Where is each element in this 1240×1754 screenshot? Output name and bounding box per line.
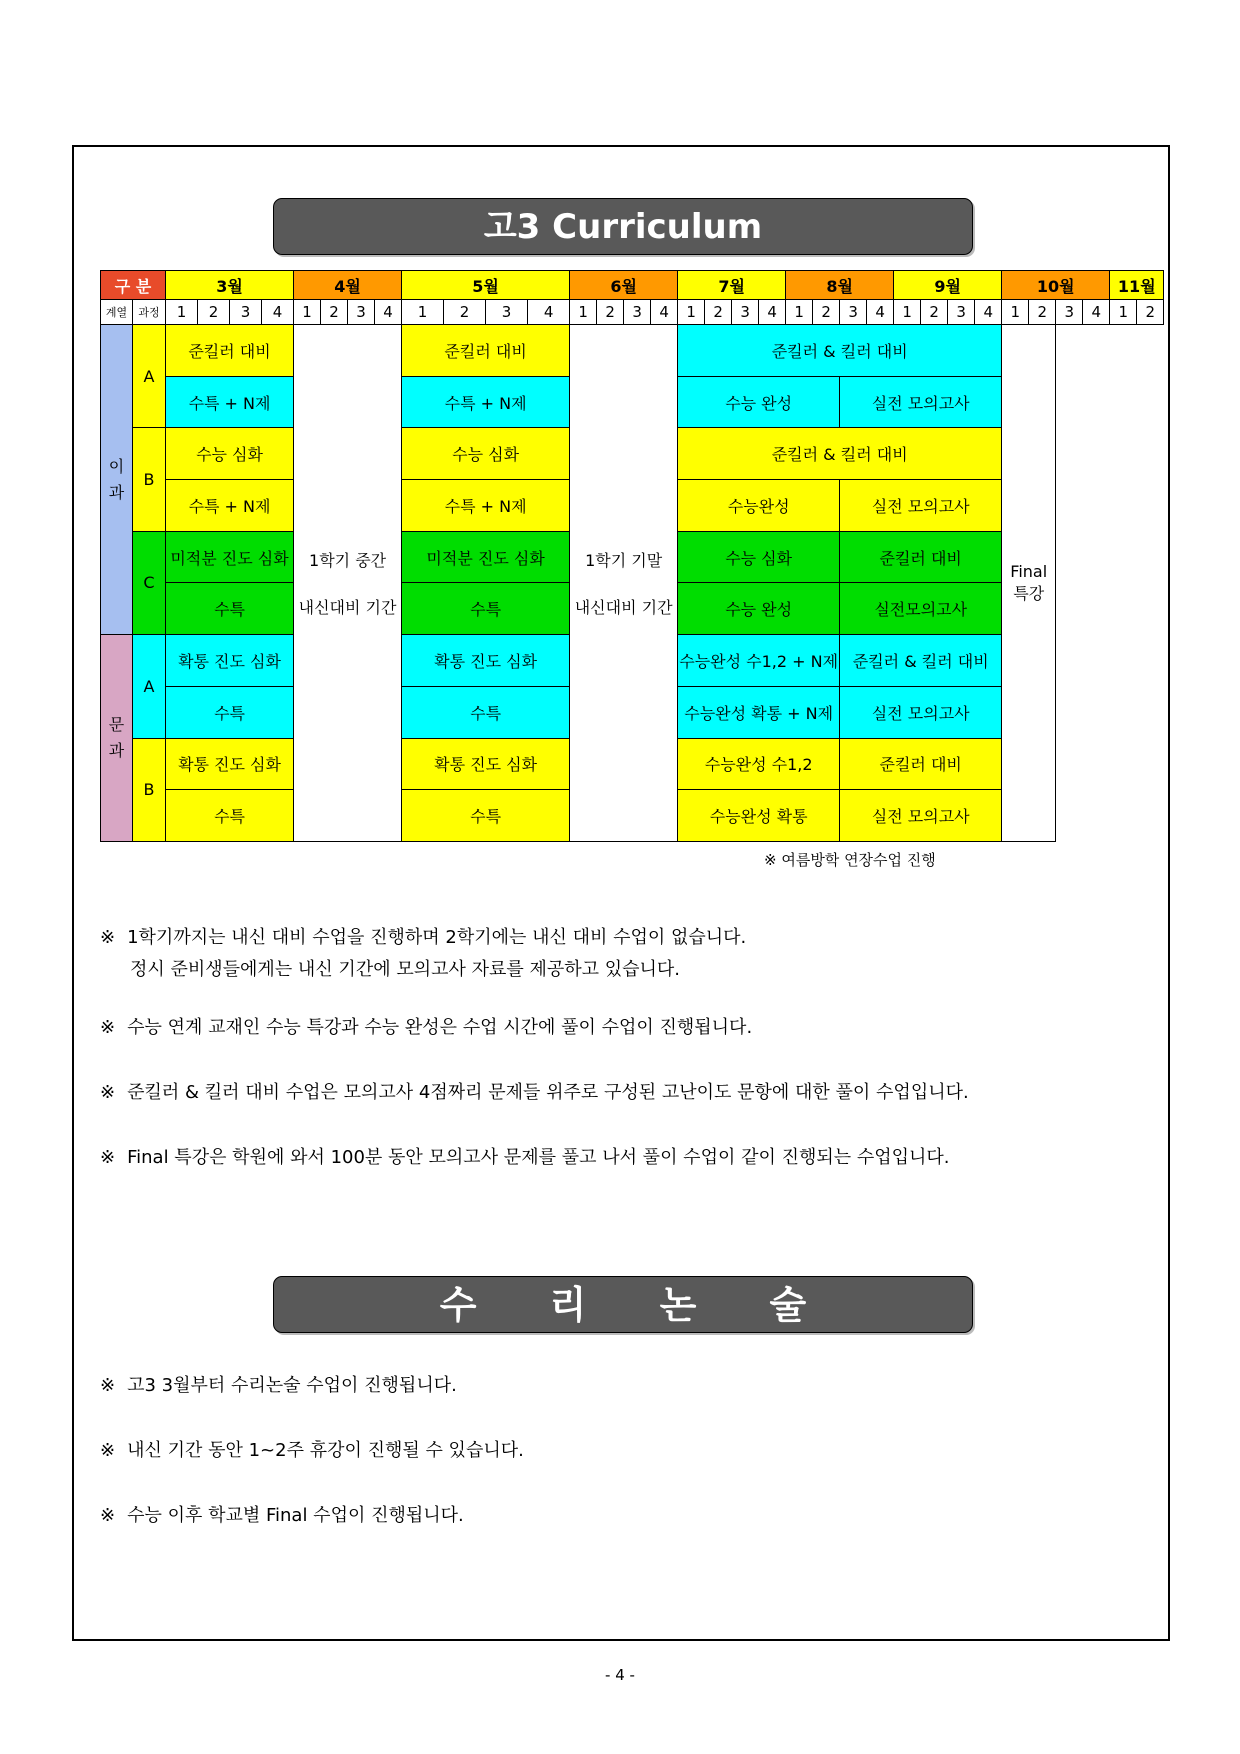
schedule-cell: 실전 모의고사 bbox=[840, 376, 1002, 428]
schedule-cell: 수능완성 수1,2 + N제 bbox=[678, 635, 840, 687]
schedule-cell: 확통 진도 심화 bbox=[402, 738, 570, 790]
schedule-cell: 준킬러 & 킬러 대비 bbox=[840, 635, 1002, 687]
schedule-cell: 준킬러 대비 bbox=[402, 325, 570, 377]
schedule-cell: 실전모의고사 bbox=[840, 583, 1002, 635]
month-5: 5월 bbox=[402, 271, 570, 300]
schedule-cell: 수특 + N제 bbox=[402, 376, 570, 428]
week-cell: 4 bbox=[262, 300, 294, 325]
note-line: ※ 1학기까지는 내신 대비 수업을 진행하며 2학기에는 내신 대비 수업이 없습니다. bbox=[100, 927, 747, 948]
month-3: 3월 bbox=[166, 271, 294, 300]
schedule-cell: 준킬러 대비 bbox=[840, 531, 1002, 583]
week-cell: 4 bbox=[375, 300, 402, 325]
month-6: 6월 bbox=[570, 271, 678, 300]
schedule-cell: 준킬러 대비 bbox=[166, 325, 294, 377]
week-cell: 1 bbox=[570, 300, 597, 325]
month-7: 7월 bbox=[678, 271, 786, 300]
week-cell: 1 bbox=[166, 300, 198, 325]
week-cell: 2 bbox=[813, 300, 840, 325]
schedule-cell: 준킬러 대비 bbox=[840, 738, 1002, 790]
schedule-cell: 수능완성 bbox=[678, 480, 840, 532]
schedule-cell: 수특 + N제 bbox=[166, 480, 294, 532]
schedule-cell: 수특 bbox=[166, 686, 294, 738]
schedule-cell: 실전 모의고사 bbox=[840, 686, 1002, 738]
schedule-cell: 수능완성 확통 + N제 bbox=[678, 686, 840, 738]
week-cell: 3 bbox=[624, 300, 651, 325]
week-cell: 2 bbox=[444, 300, 486, 325]
week-cell: 2 bbox=[198, 300, 230, 325]
midterm-period: 1학기 중간 내신대비 기간 bbox=[294, 325, 402, 842]
month-header-row bbox=[101, 271, 1164, 300]
week-cell: 1 bbox=[294, 300, 321, 325]
schedule-cell: 미적분 진도 심화 bbox=[402, 531, 570, 583]
week-cell: 1 bbox=[1110, 300, 1137, 325]
schedule-cell: 수특 bbox=[402, 583, 570, 635]
schedule-cell: 수특 + N제 bbox=[166, 376, 294, 428]
summer-note: ※ 여름방학 연장수업 진행 bbox=[764, 851, 936, 869]
schedule-cell: 수특 bbox=[402, 790, 570, 842]
schedule-cell: 준킬러 & 킬러 대비 bbox=[678, 325, 1002, 377]
course-science-a: A bbox=[133, 325, 166, 428]
gubun-header: 구 분 bbox=[101, 271, 166, 300]
week-cell: 4 bbox=[867, 300, 894, 325]
note-line: ※ 내신 기간 동안 1~2주 휴강이 진행될 수 있습니다. bbox=[100, 1440, 524, 1461]
page-number: - 4 - bbox=[605, 1666, 635, 1684]
week-cell: 1 bbox=[1002, 300, 1029, 325]
week-cell: 1 bbox=[402, 300, 444, 325]
week-cell: 4 bbox=[528, 300, 570, 325]
schedule-cell: 수특 bbox=[166, 583, 294, 635]
week-cell: 3 bbox=[486, 300, 528, 325]
week-cell: 2 bbox=[597, 300, 624, 325]
week-cell: 2 bbox=[321, 300, 348, 325]
week-cell: 3 bbox=[348, 300, 375, 325]
week-cell: 3 bbox=[840, 300, 867, 325]
schedule-cell: 실전 모의고사 bbox=[840, 790, 1002, 842]
schedule-cell: 확통 진도 심화 bbox=[402, 635, 570, 687]
note-line: ※ 고3 3월부터 수리논술 수업이 진행됩니다. bbox=[100, 1375, 457, 1396]
week-cell: 2 bbox=[921, 300, 948, 325]
week-cell: 2 bbox=[1029, 300, 1056, 325]
note-line: 정시 준비생들에게는 내신 기간에 모의고사 자료를 제공하고 있습니다. bbox=[130, 959, 681, 980]
schedule-cell: 수능 심화 bbox=[166, 428, 294, 480]
final-exam-period: 1학기 기말 내신대비 기간 bbox=[570, 325, 678, 842]
schedule-cell: 수능완성 확통 bbox=[678, 790, 840, 842]
final-special-course: Final 특강 bbox=[1002, 325, 1056, 842]
week-cell: 4 bbox=[759, 300, 786, 325]
schedule-cell: 수특 bbox=[402, 686, 570, 738]
note-line: ※ 수능 이후 학교별 Final 수업이 진행됩니다. bbox=[100, 1505, 464, 1526]
week-cell: 4 bbox=[1083, 300, 1110, 325]
course-science-b: B bbox=[133, 428, 166, 531]
month-10: 10월 bbox=[1002, 271, 1110, 300]
week-cell: 3 bbox=[948, 300, 975, 325]
week-cell: 3 bbox=[1056, 300, 1083, 325]
course-liberal-a: A bbox=[133, 635, 166, 738]
week-cell: 3 bbox=[732, 300, 759, 325]
track-header: 계열 bbox=[101, 300, 133, 325]
schedule-cell: 수특 + N제 bbox=[402, 480, 570, 532]
course-science-c: C bbox=[133, 531, 166, 634]
week-cell: 2 bbox=[1137, 300, 1164, 325]
curriculum-table bbox=[100, 270, 1164, 842]
month-4: 4월 bbox=[294, 271, 402, 300]
week-cell: 2 bbox=[705, 300, 732, 325]
curriculum-title: 고3 Curriculum bbox=[273, 198, 973, 255]
curriculum-notes bbox=[100, 922, 969, 1174]
table-row bbox=[101, 325, 1164, 377]
week-cell: 4 bbox=[975, 300, 1002, 325]
essay-notes bbox=[100, 1370, 524, 1532]
course-liberal-b: B bbox=[133, 738, 166, 842]
week-cell: 1 bbox=[678, 300, 705, 325]
schedule-cell: 수능 완성 bbox=[678, 376, 840, 428]
week-cell: 1 bbox=[894, 300, 921, 325]
schedule-cell: 수능 완성 bbox=[678, 583, 840, 635]
schedule-cell: 준킬러 & 킬러 대비 bbox=[678, 428, 1002, 480]
schedule-cell: 수능 심화 bbox=[402, 428, 570, 480]
month-9: 9월 bbox=[894, 271, 1002, 300]
schedule-cell: 확통 진도 심화 bbox=[166, 738, 294, 790]
week-cell: 1 bbox=[786, 300, 813, 325]
page-frame bbox=[72, 145, 1170, 1641]
note-line: ※ Final 특강은 학원에 와서 100분 동안 모의고사 문제를 풀고 나서 풀이 수업이 같이 진행되는 수업입니다. bbox=[100, 1147, 950, 1168]
month-8: 8월 bbox=[786, 271, 894, 300]
track-science: 이 과 bbox=[101, 325, 133, 635]
week-header-row bbox=[101, 300, 1164, 325]
schedule-cell: 미적분 진도 심화 bbox=[166, 531, 294, 583]
week-cell: 4 bbox=[651, 300, 678, 325]
week-cell: 3 bbox=[230, 300, 262, 325]
schedule-cell: 수능 심화 bbox=[678, 531, 840, 583]
note-line: ※ 수능 연계 교재인 수능 특강과 수능 완성은 수업 시간에 풀이 수업이 진행됩니다. bbox=[100, 1017, 753, 1038]
note-line: ※ 준킬러 & 킬러 대비 수업은 모의고사 4점짜리 문제들 위주로 구성된 고난이도 문항에 대한 풀이 수업입니다. bbox=[100, 1082, 969, 1103]
schedule-cell: 수능완성 수1,2 bbox=[678, 738, 840, 790]
schedule-cell: 확통 진도 심화 bbox=[166, 635, 294, 687]
schedule-cell: 실전 모의고사 bbox=[840, 480, 1002, 532]
track-liberal: 문 과 bbox=[101, 635, 133, 842]
schedule-cell: 수특 bbox=[166, 790, 294, 842]
essay-title: 수 리 논 술 bbox=[273, 1276, 973, 1333]
course-header: 과정 bbox=[133, 300, 166, 325]
month-11: 11월 bbox=[1110, 271, 1164, 300]
